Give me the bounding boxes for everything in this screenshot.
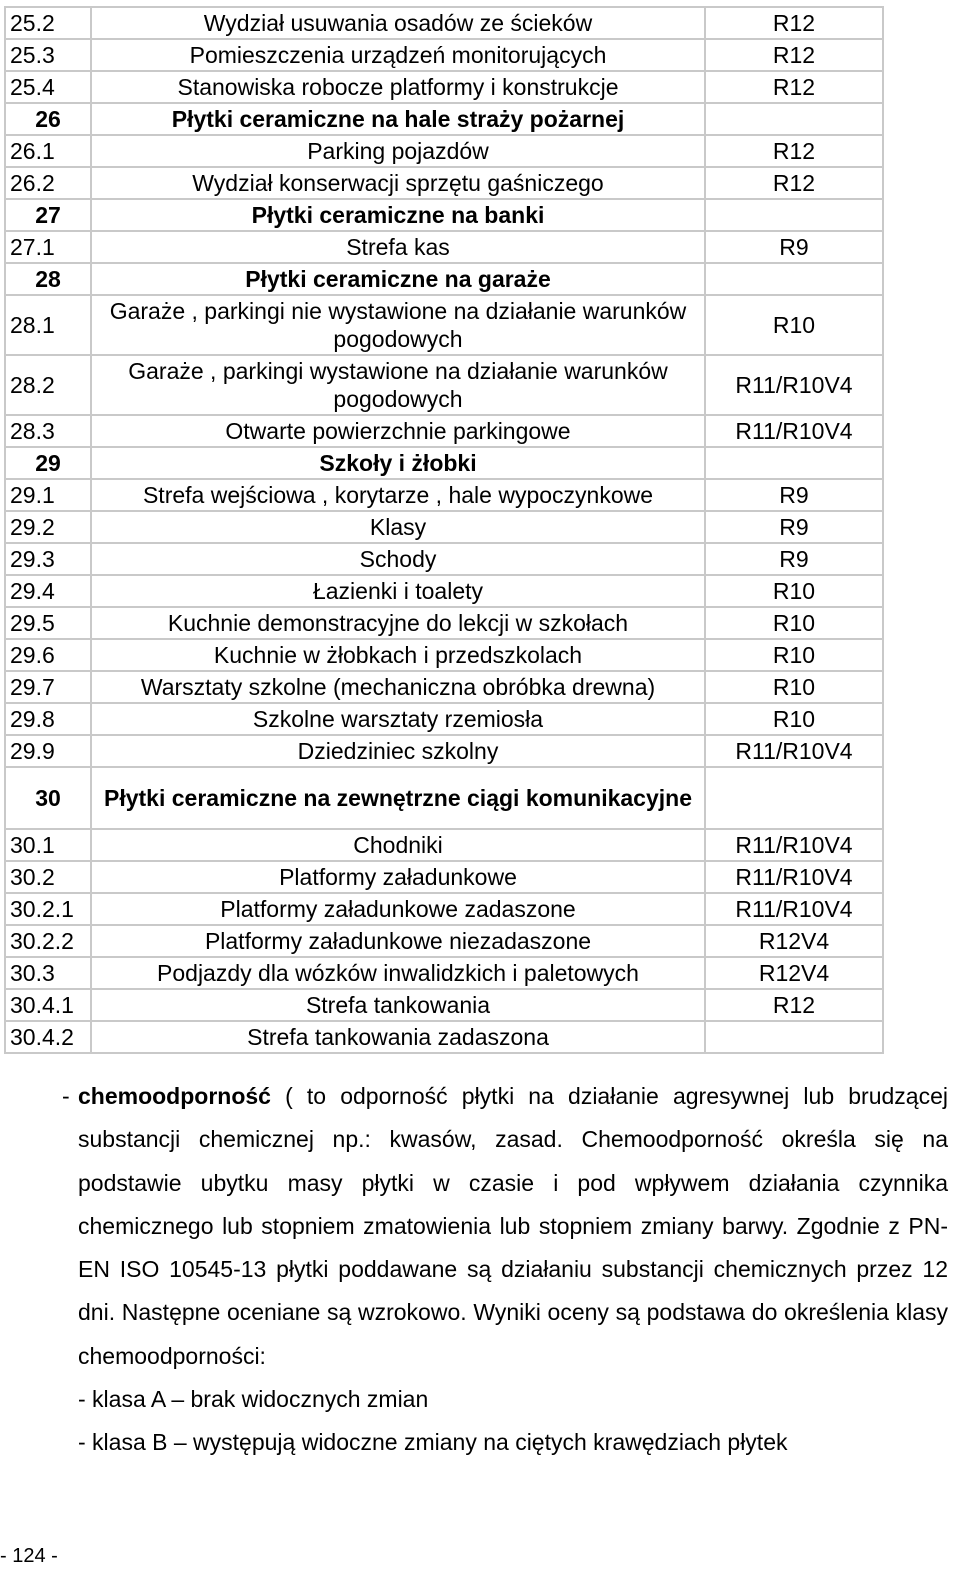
row-number-cell: 29.8: [6, 704, 92, 736]
row-description-cell: Płytki ceramiczne na banki: [92, 200, 706, 232]
table-row: [6, 136, 882, 168]
row-class-cell: [706, 264, 882, 296]
table-section-row: [6, 448, 882, 480]
row-number-cell: 27.1: [6, 232, 92, 264]
definition-text: ( to odporność płytki na działanie agresywnej lub brudzącej substancji chemicznej np.: kwasów, zasad. Chemoodporność określa się na podstawie ubytku masy płytki w czasie i pod wpływem działania czynnika chemicznego lub stopniem zmatowienia lub stopniem zmiany barwy. Zgodnie z PN-EN ISO 10545-13 płytki poddawane są działaniu substancji chemicznych przez 12 dni. Następne oceniane są wzrokowo. Wyniki oceny są podstawa do określenia klasy chemoodporności:: [78, 1083, 948, 1369]
row-description-cell: Kuchnie w żłobkach i przedszkolach: [92, 640, 706, 672]
row-description-cell: Kuchnie demonstracyjne do lekcji w szkołach: [92, 608, 706, 640]
row-number-cell: 28.1: [6, 296, 92, 356]
row-description-cell: Strefa wejściowa , korytarze , hale wypoczynkowe: [92, 480, 706, 512]
row-description-cell: Płytki ceramiczne na garaże: [92, 264, 706, 296]
row-class-cell: R10: [706, 640, 882, 672]
row-class-cell: [706, 200, 882, 232]
row-class-cell: R12: [706, 72, 882, 104]
row-class-cell: R11/R10V4: [706, 894, 882, 926]
row-number-cell: 29.6: [6, 640, 92, 672]
row-description-cell: Łazienki i toalety: [92, 576, 706, 608]
table-row: [6, 608, 882, 640]
row-class-cell: R12: [706, 8, 882, 40]
table-row: [6, 72, 882, 104]
row-class-cell: R10: [706, 296, 882, 356]
row-description-cell: Pomieszczenia urządzeń monitorujących: [92, 40, 706, 72]
table-row: [6, 8, 882, 40]
row-number-cell: 26.1: [6, 136, 92, 168]
table-row: [6, 480, 882, 512]
table-section-row: [6, 768, 882, 830]
row-number-cell: 25.2: [6, 8, 92, 40]
row-number-cell: 28.2: [6, 356, 92, 416]
row-number-cell: 30.2.2: [6, 926, 92, 958]
row-class-cell: R10: [706, 608, 882, 640]
row-description-cell: Garaże , parkingi wystawione na działanie warunków pogodowych: [92, 356, 706, 416]
table-row: [6, 640, 882, 672]
table-row: [6, 356, 882, 416]
row-description-cell: Strefa kas: [92, 232, 706, 264]
row-number-cell: 30.2: [6, 862, 92, 894]
row-class-cell: R11/R10V4: [706, 830, 882, 862]
row-description-cell: Wydział konserwacji sprzętu gaśniczego: [92, 168, 706, 200]
row-class-cell: R9: [706, 544, 882, 576]
row-class-cell: [706, 1022, 882, 1052]
table-row: [6, 40, 882, 72]
row-class-cell: R12: [706, 40, 882, 72]
row-description-cell: Platformy załadunkowe niezadaszone: [92, 926, 706, 958]
row-description-cell: Schody: [92, 544, 706, 576]
row-description-cell: Chodniki: [92, 830, 706, 862]
table-row: [6, 926, 882, 958]
row-description-cell: Klasy: [92, 512, 706, 544]
table-row: [6, 894, 882, 926]
row-class-cell: R11/R10V4: [706, 862, 882, 894]
row-number-cell: 28: [6, 264, 92, 296]
table-row: [6, 296, 882, 356]
row-class-cell: R9: [706, 232, 882, 264]
row-class-cell: [706, 768, 882, 830]
class-a-line: - klasa A – brak widocznych zmian: [78, 1386, 429, 1413]
row-number-cell: 30.2.1: [6, 894, 92, 926]
table-section-row: [6, 104, 882, 136]
table-row: [6, 232, 882, 264]
table-row: [6, 736, 882, 768]
chemical-resistance-paragraph: [62, 1075, 948, 1465]
row-class-cell: R12V4: [706, 926, 882, 958]
term-chemical-resistance: chemoodporność: [78, 1083, 271, 1109]
row-number-cell: 29.9: [6, 736, 92, 768]
row-number-cell: 29.4: [6, 576, 92, 608]
bullet-dash: -: [62, 1083, 70, 1109]
row-description-cell: Płytki ceramiczne na hale straży pożarnej: [92, 104, 706, 136]
page-number: - 124 -: [0, 1545, 58, 1567]
table-row: [6, 1022, 882, 1052]
row-description-cell: Platformy załadunkowe: [92, 862, 706, 894]
row-number-cell: 28.3: [6, 416, 92, 448]
row-number-cell: 29.7: [6, 672, 92, 704]
row-description-cell: Dziedziniec szkolny: [92, 736, 706, 768]
row-class-cell: R10: [706, 672, 882, 704]
row-number-cell: 25.4: [6, 72, 92, 104]
row-description-cell: Wydział usuwania osadów ze ścieków: [92, 8, 706, 40]
row-number-cell: 29.5: [6, 608, 92, 640]
row-class-cell: R9: [706, 480, 882, 512]
table-row: [6, 990, 882, 1022]
slip-resistance-table: [4, 6, 884, 1054]
row-number-cell: 27: [6, 200, 92, 232]
row-number-cell: 30.3: [6, 958, 92, 990]
table-section-row: [6, 200, 882, 232]
row-class-cell: [706, 104, 882, 136]
table-section-row: [6, 264, 882, 296]
row-number-cell: 25.3: [6, 40, 92, 72]
paragraph-body: [78, 1075, 948, 1465]
row-class-cell: R12: [706, 136, 882, 168]
row-description-cell: Płytki ceramiczne na zewnętrzne ciągi komunikacyjne: [92, 768, 706, 830]
table-row: [6, 544, 882, 576]
table-row: [6, 704, 882, 736]
table-row: [6, 958, 882, 990]
table-row: [6, 862, 882, 894]
row-number-cell: 26.2: [6, 168, 92, 200]
row-description-cell: Podjazdy dla wózków inwalidzkich i paletowych: [92, 958, 706, 990]
table-row: [6, 576, 882, 608]
table-row: [6, 168, 882, 200]
row-class-cell: R11/R10V4: [706, 736, 882, 768]
table-row: [6, 830, 882, 862]
row-description-cell: Garaże , parkingi nie wystawione na działanie warunków pogodowych: [92, 296, 706, 356]
class-b-line: - klasa B – występują widoczne zmiany na ciętych krawędziach płytek: [78, 1429, 788, 1456]
row-number-cell: 29.1: [6, 480, 92, 512]
row-class-cell: R12: [706, 990, 882, 1022]
row-number-cell: 30.4.1: [6, 990, 92, 1022]
row-class-cell: R9: [706, 512, 882, 544]
row-description-cell: Stanowiska robocze platformy i konstrukcje: [92, 72, 706, 104]
row-class-cell: R10: [706, 576, 882, 608]
row-description-cell: Szkolne warsztaty rzemiosła: [92, 704, 706, 736]
row-description-cell: Warsztaty szkolne (mechaniczna obróbka drewna): [92, 672, 706, 704]
row-description-cell: Strefa tankowania zadaszona: [92, 1022, 706, 1052]
row-class-cell: R11/R10V4: [706, 416, 882, 448]
row-number-cell: 30: [6, 768, 92, 830]
row-number-cell: 30.4.2: [6, 1022, 92, 1052]
row-description-cell: Parking pojazdów: [92, 136, 706, 168]
table-row: [6, 512, 882, 544]
table-row: [6, 416, 882, 448]
row-class-cell: R11/R10V4: [706, 356, 882, 416]
row-number-cell: 30.1: [6, 830, 92, 862]
row-class-cell: R10: [706, 704, 882, 736]
table-body: [6, 8, 882, 1052]
row-description-cell: Szkoły i żłobki: [92, 448, 706, 480]
row-description-cell: Platformy załadunkowe zadaszone: [92, 894, 706, 926]
row-number-cell: 29.3: [6, 544, 92, 576]
row-number-cell: 26: [6, 104, 92, 136]
row-number-cell: 29: [6, 448, 92, 480]
row-class-cell: R12: [706, 168, 882, 200]
row-class-cell: [706, 448, 882, 480]
row-number-cell: 29.2: [6, 512, 92, 544]
row-description-cell: Strefa tankowania: [92, 990, 706, 1022]
row-description-cell: Otwarte powierzchnie parkingowe: [92, 416, 706, 448]
table-row: [6, 672, 882, 704]
row-class-cell: R12V4: [706, 958, 882, 990]
